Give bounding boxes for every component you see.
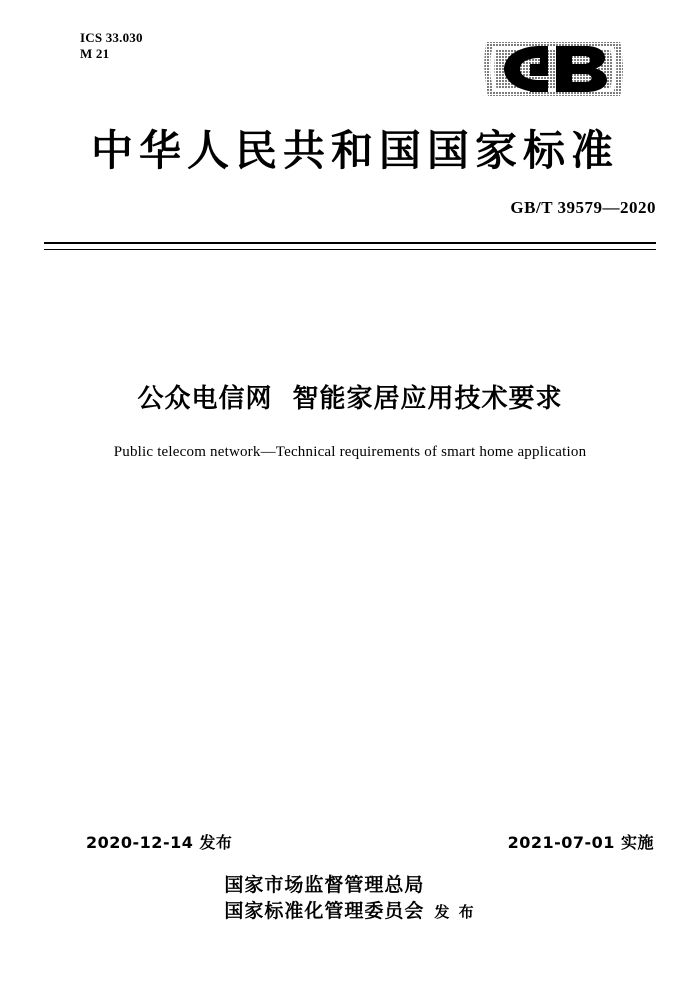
divider-thick	[44, 242, 656, 244]
ics-code: ICS 33.030	[80, 30, 143, 45]
publisher-line-1: 国家市场监督管理总局	[224, 874, 425, 896]
publisher-verb: 发 布	[434, 903, 476, 921]
publisher-block	[0, 872, 700, 924]
document-title-english: Public telecom network—Technical requirements of smart home application	[113, 444, 587, 460]
gb-logo-icon	[478, 26, 628, 112]
publisher-line-2: 国家标准化管理委员会	[224, 900, 425, 922]
implementation-date: 2021-07-01 实施	[507, 833, 654, 852]
publisher-names	[224, 872, 424, 924]
divider-thin	[44, 249, 656, 250]
document-title-chinese: 公众电信网 智能家居应用技术要求	[137, 384, 563, 414]
standard-number: GB/T 39579—2020	[510, 198, 656, 217]
classification-code: M 21	[80, 46, 110, 61]
page-title: 中华人民共和国国家标准	[90, 126, 619, 175]
ics-block	[80, 30, 143, 62]
issue-date: 2020-12-14 发布	[86, 833, 233, 852]
